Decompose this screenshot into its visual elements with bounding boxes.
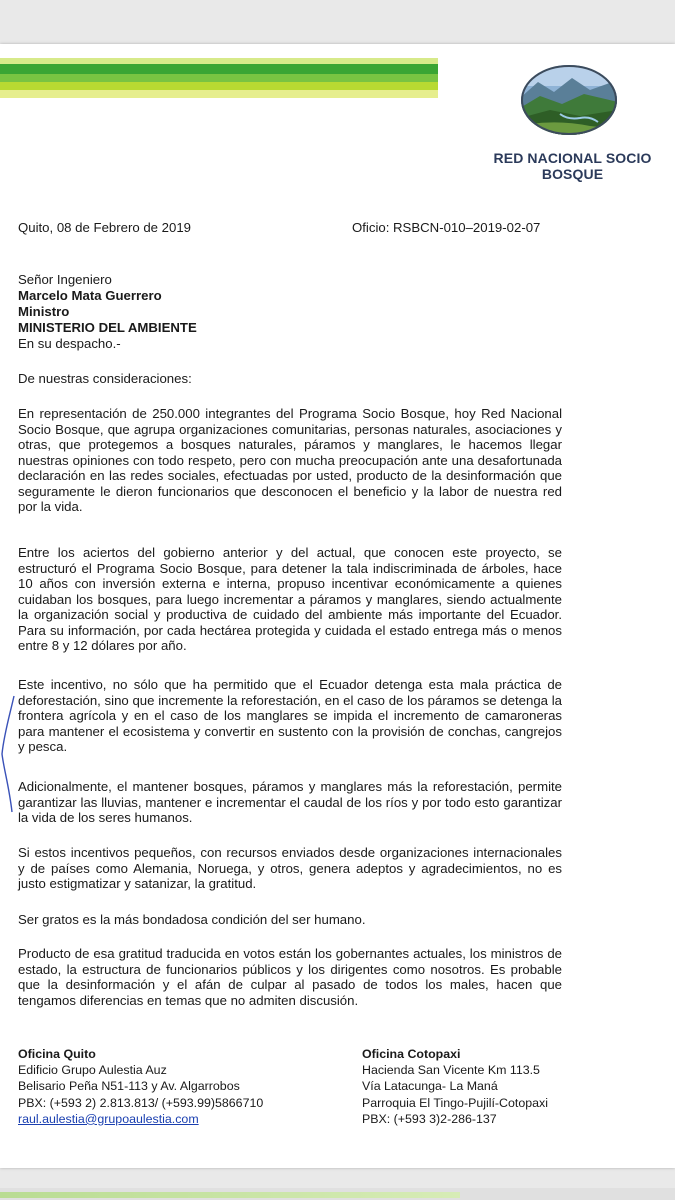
recipient-name: Marcelo Mata Guerrero [18, 288, 162, 303]
band-stripe [0, 64, 438, 74]
recipient-institution: MINISTERIO DEL AMBIENTE [18, 320, 197, 335]
paragraph [18, 845, 562, 892]
footer-heading: Oficina Quito [18, 1047, 96, 1061]
band-stripe [0, 90, 438, 98]
footer-office-cotopaxi [362, 1046, 548, 1127]
band-stripe [0, 74, 438, 82]
opening-line: De nuestras consideraciones: [18, 371, 192, 386]
paragraph-text: Entre los aciertos del gobierno anterior y del actual, que conocen este proyecto, se estructuró el Programa Socio Bosque, para detener la tala indiscriminada de árboles, hace 10 años con inversión externa e interna, propuso incentivar económicamente a quienes cuidaban los bosques, para luego incrementar a páramos y manglares, siendo actualmente la organización social y productiva de cuidado del ambiente más importante del Ecuador. Para su información, por cada hectárea protegida y cuidada el estado entrega más o menos entre 8 y 12 dólares por año. [18, 545, 562, 653]
footer-email-link[interactable]: raul.aulestia@grupoaulestia.com [18, 1111, 199, 1126]
next-page-edge [0, 1188, 675, 1200]
forest-landscape-logo-icon [520, 64, 618, 136]
paragraph-text: Si estos incentivos pequeños, con recursos enviados desde organizaciones internacionales y de países como Alemania, Noruega, y otros, genera adeptos y agradecimientos, no es justo estigmatizar y satanizar, la gratitud. [18, 845, 562, 891]
paragraph-text: Producto de esa gratitud traducida en votos están los gobernantes actuales, los ministros de estado, la estructura de funcionarios públicos y los dirigentes como nosotros. Es probable que la desinformación y el afán de culpar al pasado de todos los males, hacen que tengamos diferencias en temas que no admiten discusión. [18, 946, 562, 1008]
handwritten-mark-icon [0, 694, 16, 814]
letter-page [0, 44, 675, 1168]
footer-line: Vía Latacunga- La Maná [362, 1079, 498, 1094]
footer-line: Belisario Peña N51-113 y Av. Algarrobos [18, 1079, 240, 1094]
reference-number: Oficio: RSBCN-010–2019-02-07 [352, 220, 541, 235]
recipient-closing: En su despacho.- [18, 336, 121, 351]
paragraph [18, 677, 562, 755]
paragraph-text: Adicionalmente, el mantener bosques, páramos y manglares más la reforestación, permite garantizar las lluvias, mantener e incrementar el caudal de los ríos y por todo esto garantizar la vida de los seres humanos. [18, 779, 562, 825]
footer-heading: Oficina Cotopaxi [362, 1047, 461, 1061]
footer-line: Parroquia El Tingo-Pujilí-Cotopaxi [362, 1095, 548, 1110]
paragraph [18, 406, 562, 515]
recipient-salutation: Señor Ingeniero [18, 272, 112, 287]
footer-line: PBX: (+593 2) 2.813.813/ (+593.99)5866710 [18, 1095, 264, 1110]
footer-line: PBX: (+593 3)2-286-137 [362, 1111, 497, 1126]
recipient-title: Ministro [18, 304, 70, 319]
paragraph [18, 779, 562, 826]
band-stripe [0, 82, 438, 90]
paragraph [18, 912, 562, 928]
footer-line: Edificio Grupo Aulestia Auz [18, 1063, 167, 1078]
org-name: RED NACIONAL SOCIO BOSQUE [493, 150, 652, 182]
paragraph-text: Este incentivo, no sólo que ha permitido que el Ecuador detenga esta mala práctica de deforestación, sino que incremente la reforestación, en el caso de los páramos se detenga la frontera agrícola y en el caso de los manglares se impida el incremento de camaroneras para mantener el ecosistema y convertir en sustento con la provisión de conchas, cangrejos y pesca. [18, 677, 562, 754]
place-date: Quito, 08 de Febrero de 2019 [18, 220, 192, 235]
footer-office-quito [18, 1046, 263, 1127]
paragraph-text: En representación de 250.000 integrantes del Programa Socio Bosque, hoy Red Nacional Socio Bosque, que agrupa organizaciones comunitarias, personas naturales, asociaciones y otras, que protegemos a bosques naturales, páramos y manglares, le hacemos llegar nuestras opiniones con todo respeto, pero con mucha preocupación ante una desafortunada declaración en las redes sociales, efectuadas por usted, producto de la desinformación que seguramente le dieron funcionarios que desconocen el beneficio y la labor de nuestra red por la vida. [18, 406, 562, 514]
paragraph [18, 545, 562, 654]
next-page-band [0, 1192, 460, 1198]
footer-line: Hacienda San Vicente Km 113.5 [362, 1063, 540, 1078]
paragraph [18, 946, 562, 1008]
paragraph-text: Ser gratos es la más bondadosa condición del ser humano. [18, 912, 366, 927]
header-color-band [0, 58, 438, 98]
org-logo [470, 62, 670, 182]
